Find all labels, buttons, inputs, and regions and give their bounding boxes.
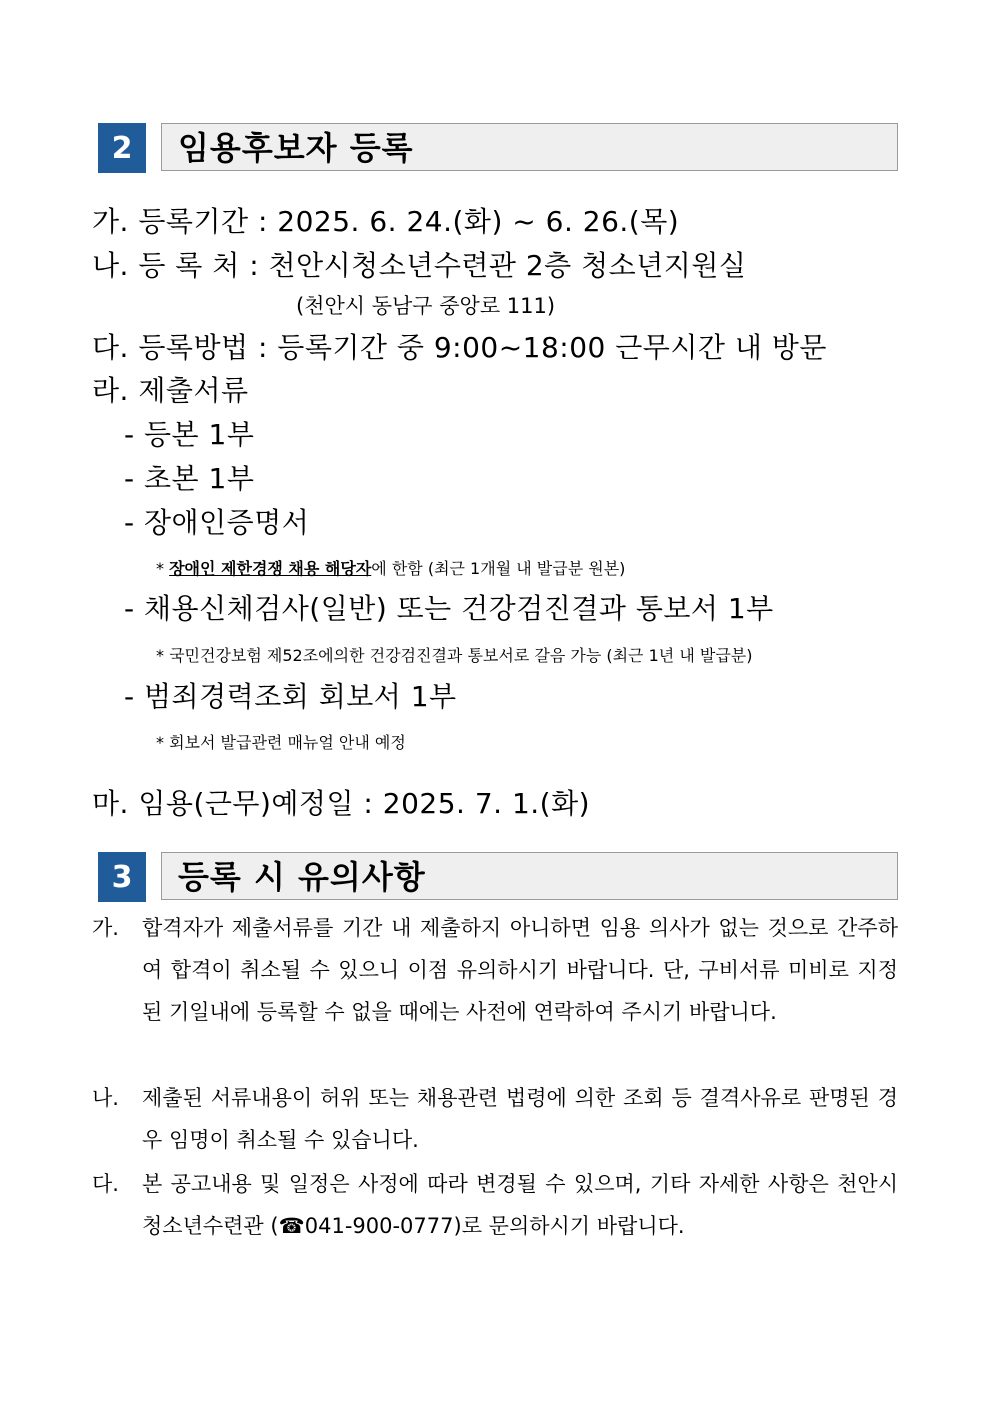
section-number-badge: 2 [98, 123, 146, 173]
start-date: 마. 임용(근무)예정일 : 2025. 7. 1.(화) [92, 787, 591, 820]
section-title: 임용후보자 등록 [161, 123, 898, 171]
documents-heading: 라. 제출서류 [92, 374, 249, 407]
registration-method: 다. 등록방법 : 등록기간 중 9:00~18:00 근무시간 내 방문 [92, 331, 827, 364]
notice-marker: 나. [92, 1086, 119, 1110]
notice-item [92, 907, 898, 1033]
document-note: * 국민건강보험 제52조에의한 건강검진결과 통보서로 갈음 가능 (최근 1년 내 발급분) [156, 646, 753, 665]
notice-text: 제출된 서류내용이 허위 또는 채용관련 법령에 의한 조회 등 결격사유로 판명된 경우 임명이 취소될 수 있습니다. [142, 1086, 898, 1152]
section-3-header [98, 852, 898, 904]
note-suffix: 에 한함 (최근 1개월 내 발급분 원본) [371, 559, 626, 578]
notice-item [92, 1077, 898, 1161]
document-item: - 범죄경력조회 회보서 1부 [124, 680, 457, 713]
document-item: - 채용신체검사(일반) 또는 건강검진결과 통보서 1부 [124, 592, 774, 625]
notice-text: 합격자가 제출서류를 기간 내 제출하지 아니하면 임용 의사가 없는 것으로 간주하여 합격이 취소될 수 있으니 이점 유의하시기 바랍니다. 단, 구비서류 미비로 지정된 기일내에 등록할 수 없을 때에는 사전에 연락하여 주시기 바랍니다. [142, 916, 898, 1024]
document-note: * 회보서 발급관련 매뉴얼 안내 예정 [156, 733, 406, 752]
notice-item [92, 1163, 898, 1247]
section-title: 등록 시 유의사항 [161, 852, 898, 900]
document-item: - 등본 1부 [124, 418, 255, 451]
section-2-header [98, 123, 898, 175]
document-note [156, 556, 625, 579]
registration-address: (천안시 동남구 중앙로 111) [296, 294, 556, 318]
notice-text: 본 공고내용 및 일정은 사정에 따라 변경될 수 있으며, 기타 자세한 사항은 천안시청소년수련관 (☎041-900-0777)로 문의하시기 바랍니다. [142, 1172, 898, 1238]
document-item: - 초본 1부 [124, 462, 255, 495]
note-prefix: * [156, 559, 170, 578]
notice-marker: 다. [92, 1172, 119, 1196]
registration-place: 나. 등 록 처 : 천안시청소년수련관 2층 청소년지원실 [92, 249, 747, 282]
registration-period: 가. 등록기간 : 2025. 6. 24.(화) ~ 6. 26.(목) [92, 205, 680, 238]
notice-marker: 가. [92, 916, 119, 940]
section-number-badge: 3 [98, 852, 146, 902]
document-item: - 장애인증명서 [124, 506, 310, 539]
note-underlined: 장애인 제한경쟁 채용 해당자 [169, 559, 372, 578]
